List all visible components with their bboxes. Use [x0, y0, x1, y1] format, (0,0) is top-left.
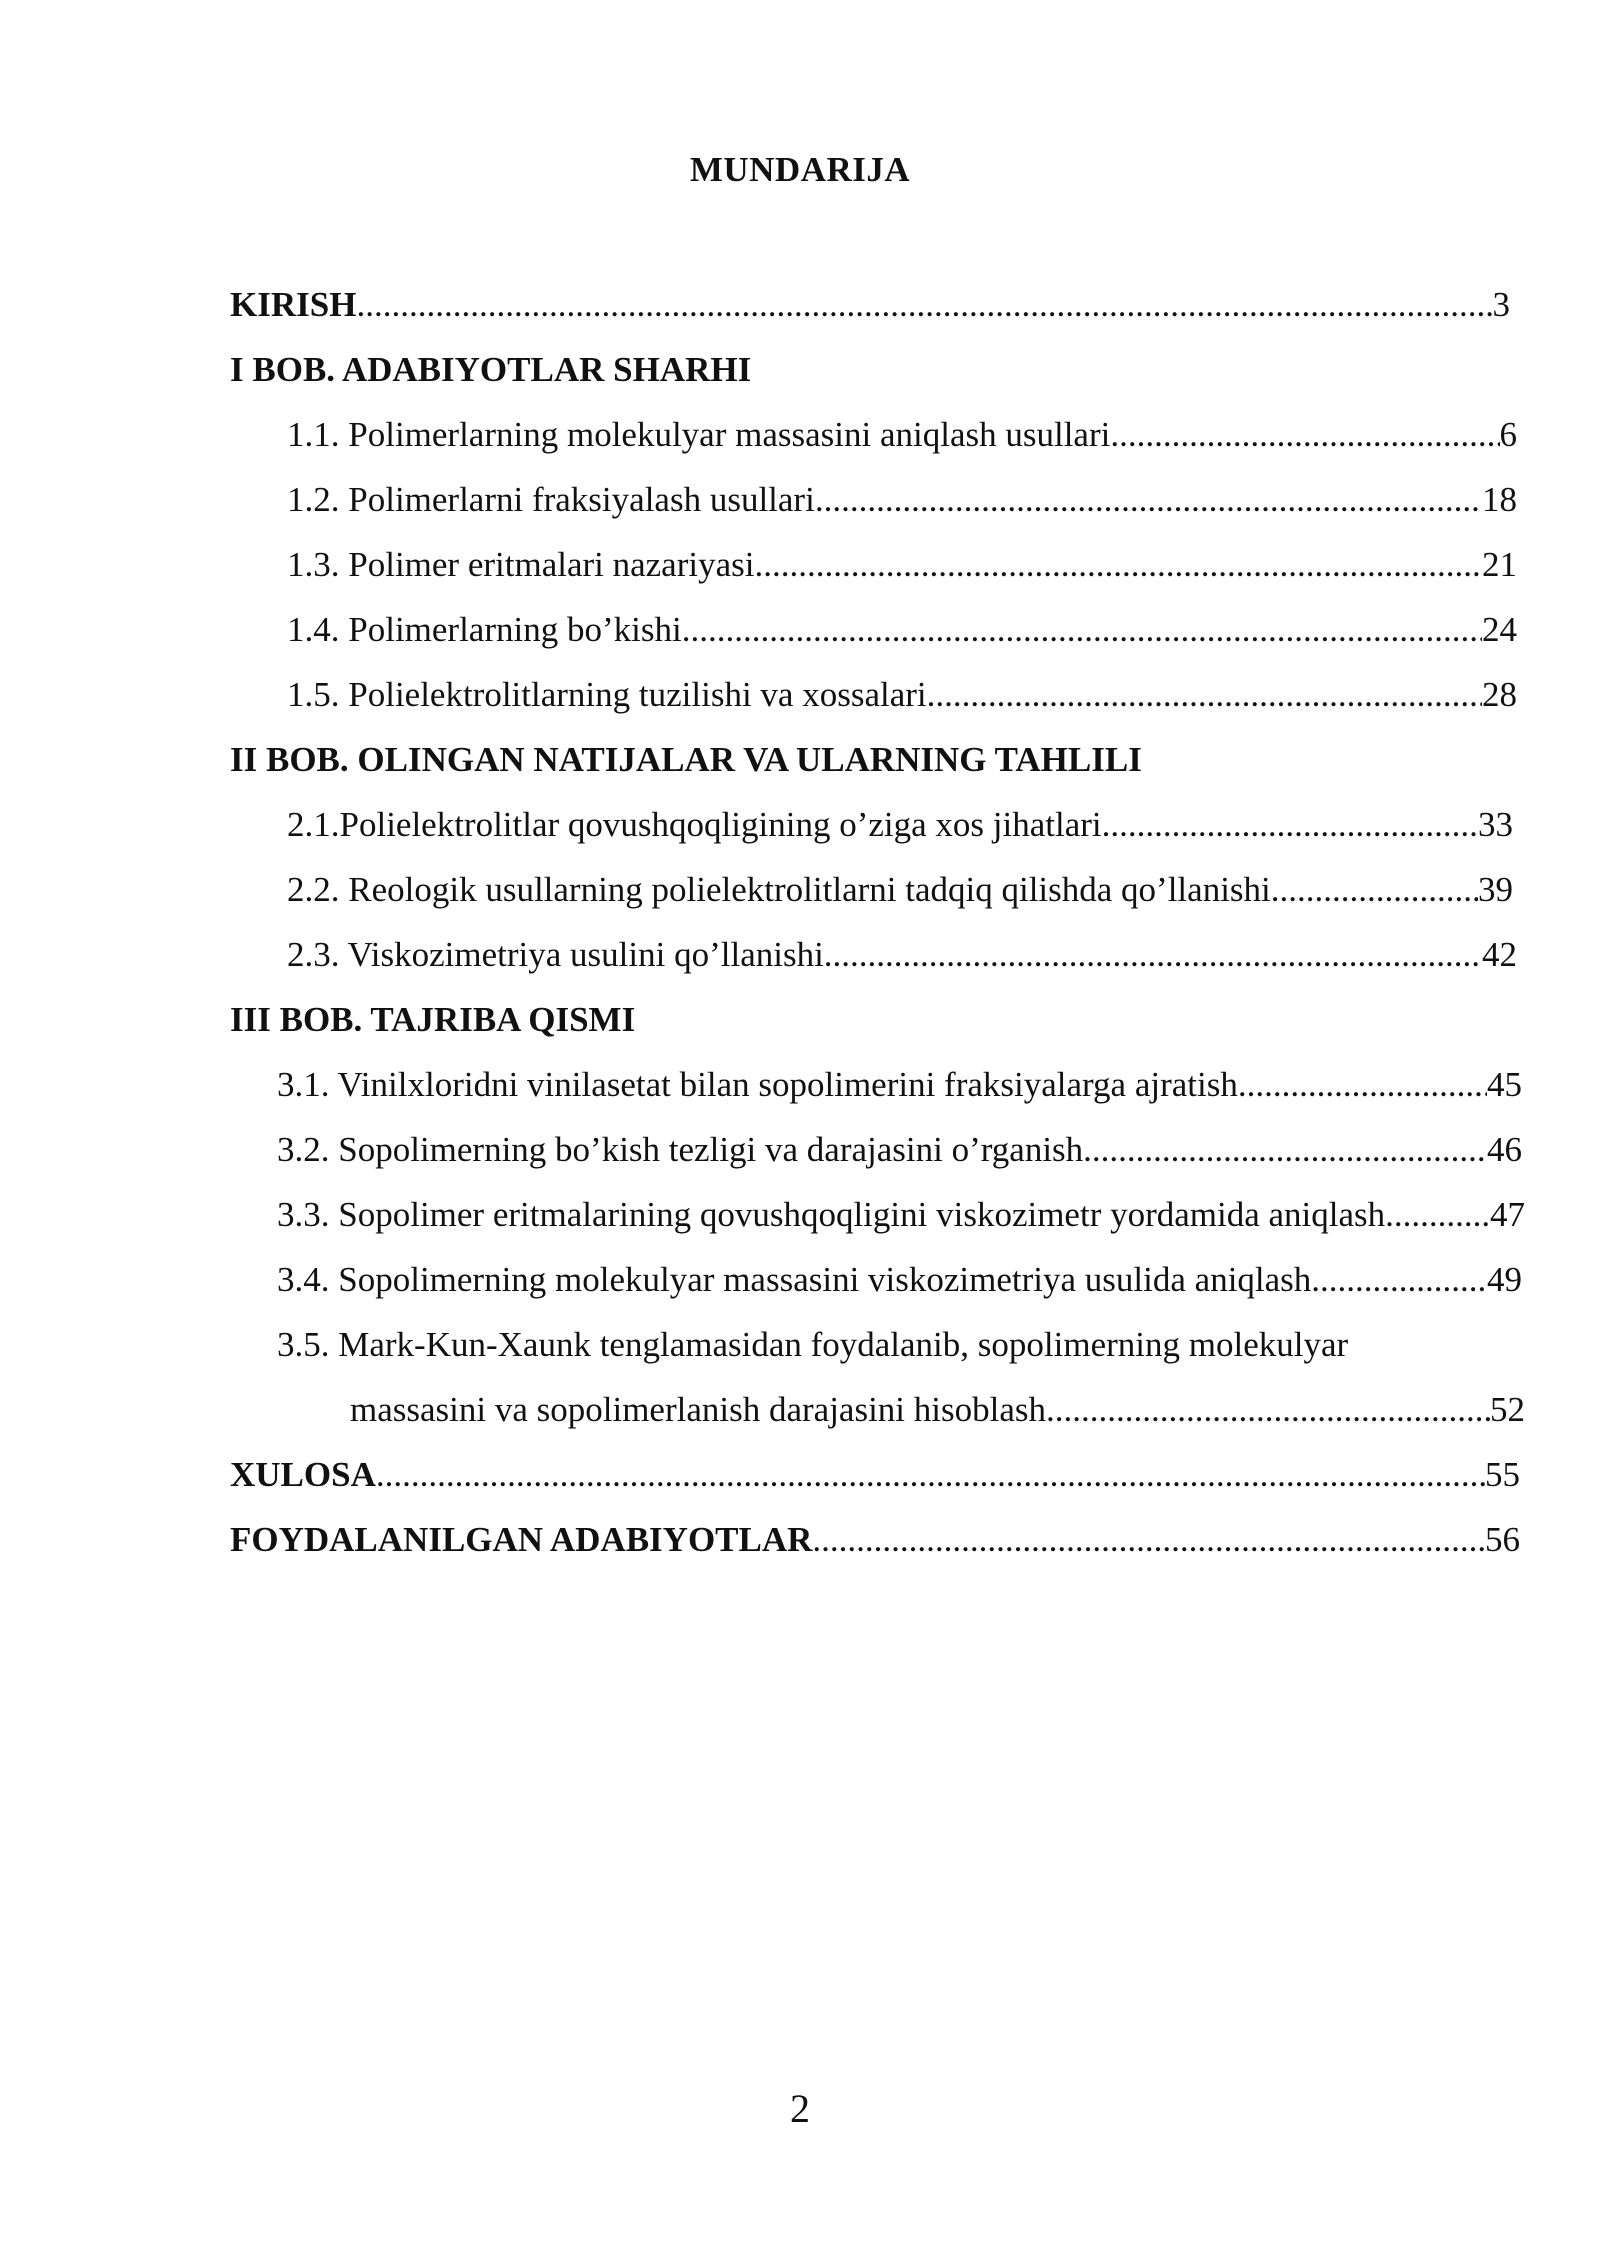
toc-entry[interactable] — [287, 803, 1513, 847]
toc-entry-page: 47 — [1490, 1195, 1525, 1234]
toc-entry-page: 52 — [1490, 1390, 1525, 1429]
toc-leader — [682, 608, 1482, 652]
toc-entry-page: 56 — [1485, 1520, 1520, 1559]
toc-entry-label: FOYDALANILGAN ADABIYOTLAR — [230, 1520, 813, 1559]
toc-entry-page: 24 — [1482, 610, 1517, 649]
toc-entry[interactable] — [277, 1193, 1525, 1237]
toc-entry-references[interactable] — [230, 1518, 1520, 1562]
toc-entry-label: 3.2. Sopolimerning bo’kish tezligi va darajasini o’rganish — [277, 1130, 1084, 1169]
toc-leader — [927, 673, 1482, 717]
toc-entry-page: 42 — [1482, 935, 1517, 974]
toc-leader — [1238, 1063, 1487, 1107]
toc-entry-label: 1.5. Polielektrolitlarning tuzilishi va xossalari — [287, 675, 927, 714]
toc-entry-label: KIRISH — [230, 285, 357, 324]
toc-entry-label: 2.3. Viskozimetriya usulini qo’llanishi — [287, 935, 824, 974]
toc-entry-page: 55 — [1485, 1455, 1520, 1494]
toc-entry-label: 3.4. Sopolimerning molekulyar massasini viskozimetriya usulida aniqlash — [277, 1260, 1312, 1299]
toc-entry[interactable] — [277, 1258, 1522, 1302]
toc-entry[interactable] — [287, 933, 1517, 977]
toc-entry-label: 1.2. Polimerlarni fraksiyalash usullari — [287, 480, 815, 519]
toc-entry-label: 3.3. Sopolimer eritmalarining qovushqoqligini viskozimetr yordamida aniqlash — [277, 1195, 1386, 1234]
toc-entry-continuation[interactable] — [350, 1388, 1525, 1432]
toc-entry-label: 1.1. Polimerlarning molekulyar massasini aniqlash usullari — [287, 415, 1111, 454]
toc-entry-label: II BOB. OLINGAN NATIJALAR VA ULARNING TAHLILI — [230, 740, 1142, 779]
toc-entry-label: XULOSA — [230, 1455, 376, 1494]
toc-entry-page: 21 — [1482, 545, 1517, 584]
toc-entry[interactable] — [277, 1063, 1522, 1107]
toc-leader — [1271, 868, 1478, 912]
toc-entry[interactable] — [277, 1323, 1348, 1367]
toc-leader — [356, 283, 1492, 327]
toc-entry-label: massasini va sopolimerlanish darajasini hisoblash — [350, 1390, 1047, 1429]
toc-entry[interactable] — [277, 1128, 1522, 1172]
toc-leader — [754, 543, 1482, 587]
toc-entry-label: 1.4. Polimerlarning bo’kishi — [287, 610, 682, 649]
toc-entry[interactable] — [287, 478, 1517, 522]
toc-leader — [376, 1453, 1485, 1497]
toc-leader — [812, 1518, 1485, 1562]
toc-entry-page: 39 — [1478, 870, 1513, 909]
toc-entry-page: 33 — [1478, 805, 1513, 844]
toc-chapter-heading[interactable] — [230, 998, 635, 1042]
toc-entry-page: 28 — [1482, 675, 1517, 714]
toc-entry-page: 46 — [1487, 1130, 1522, 1169]
toc-leader — [1110, 413, 1499, 457]
toc-entry-label: I BOB. ADABIYOTLAR SHARHI — [230, 350, 752, 389]
toc-chapter-heading[interactable] — [230, 738, 1142, 782]
toc-entry-label: 2.1.Polielektrolitlar qovushqoqligining o’ziga xos jihatlari — [287, 805, 1102, 844]
toc-entry-label: 3.1. Vinilxloridni vinilasetat bilan sopolimerini fraksiyalarga ajratish — [277, 1065, 1238, 1104]
toc-entry-page: 45 — [1487, 1065, 1522, 1104]
toc-entry[interactable] — [287, 673, 1517, 717]
toc-leader — [1102, 803, 1478, 847]
page-number: 2 — [790, 2086, 810, 2131]
toc-entry[interactable] — [287, 413, 1517, 457]
toc-entry-xulosa[interactable] — [230, 1453, 1520, 1497]
toc-leader — [815, 478, 1482, 522]
toc-entry-label: 3.5. Mark-Kun-Xaunk tenglamasidan foydalanib, sopolimerning molekulyar — [277, 1325, 1349, 1364]
toc-entry[interactable] — [287, 868, 1513, 912]
toc-entry-kirish[interactable] — [230, 283, 1510, 327]
toc-entry-label: III BOB. TAJRIBA QISMI — [230, 1000, 636, 1039]
toc-entry-page: 49 — [1487, 1260, 1522, 1299]
toc-entry-label: 1.3. Polimer eritmalari nazariyasi — [287, 545, 755, 584]
toc-entry-label: 2.2. Reologik usullarning polielektrolitlarni tadqiq qilishda qo’llanishi — [287, 870, 1271, 909]
toc-entry-page: 3 — [1492, 285, 1510, 324]
toc-entry-page: 18 — [1482, 480, 1517, 519]
toc-entry[interactable] — [287, 543, 1517, 587]
toc-entry[interactable] — [287, 608, 1517, 652]
toc-chapter-heading[interactable] — [230, 348, 751, 392]
toc-leader — [824, 933, 1482, 977]
toc-leader — [1311, 1258, 1487, 1302]
page-title: MUNDARIJA — [689, 150, 911, 189]
toc-entry-page: 6 — [1499, 415, 1517, 454]
toc-leader — [1385, 1193, 1490, 1237]
toc-leader — [1083, 1128, 1487, 1172]
toc-leader — [1046, 1388, 1490, 1432]
